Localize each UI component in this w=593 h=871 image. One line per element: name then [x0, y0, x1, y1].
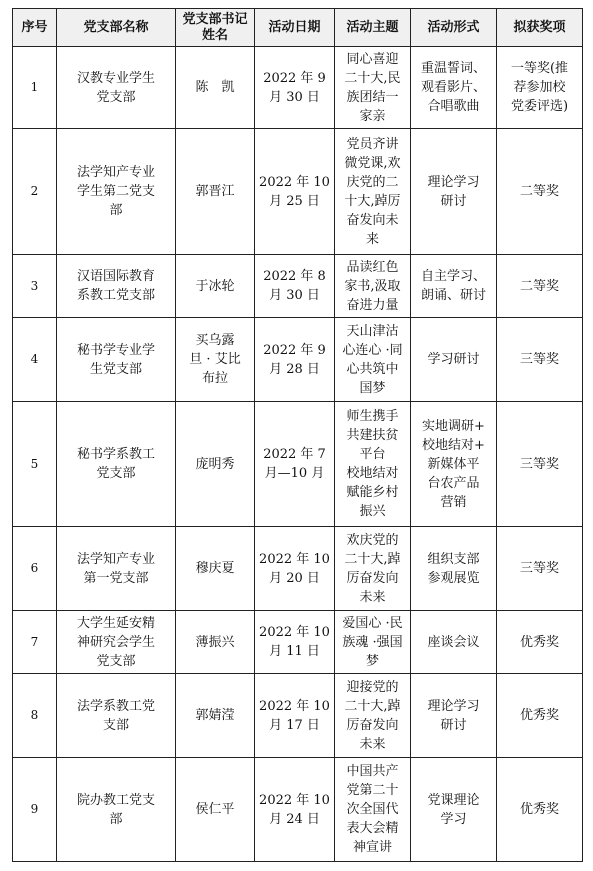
cell-number: 7 [13, 611, 57, 674]
cell-activity-theme: 天山津沽 心连心 ·同 心共筑中 国梦 [335, 318, 411, 402]
table-row [13, 758, 583, 862]
col-header-award: 拟获奖项 [497, 9, 583, 47]
cell-number: 4 [13, 318, 57, 402]
cell-secretary-name: 郭婧滢 [176, 674, 255, 758]
cell-secretary-name: 买乌露 旦 · 艾比 布拉 [176, 318, 255, 402]
cell-branch-name: 法学系教工党 支部 [57, 674, 176, 758]
col-header-branch-name: 党支部名称 [57, 9, 176, 47]
cell-activity-theme: 中国共产 党第二十 次全国代 表大会精 神宣讲 [335, 758, 411, 862]
cell-activity-date: 2022 年 9 月 28 日 [255, 318, 335, 402]
cell-award: 三等奖 [497, 527, 583, 611]
cell-branch-name: 汉语国际教育 系教工党支部 [57, 255, 176, 318]
cell-activity-form: 理论学习 研讨 [411, 674, 497, 758]
cell-branch-name: 秘书学专业学 生党支部 [57, 318, 176, 402]
cell-activity-date: 2022 年 10 月 17 日 [255, 674, 335, 758]
cell-activity-date: 2022 年 10 月 20 日 [255, 527, 335, 611]
cell-award: 优秀奖 [497, 611, 583, 674]
cell-activity-theme: 欢庆党的 二十大,踔 厉奋发向 未来 [335, 527, 411, 611]
cell-activity-form: 实地调研+ 校地结对+ 新媒体平 台农产品 营销 [411, 402, 497, 527]
award-table [12, 8, 583, 862]
cell-activity-theme: 党员齐讲 微党课,欢 庆党的二 十大,踔厉 奋发向未 来 [335, 129, 411, 255]
cell-number: 9 [13, 758, 57, 862]
cell-activity-theme: 迎接党的 二十大,踔 厉奋发向 未来 [335, 674, 411, 758]
cell-activity-date: 2022 年 10 月 11 日 [255, 611, 335, 674]
cell-award: 三等奖 [497, 402, 583, 527]
cell-branch-name: 汉教专业学生 党支部 [57, 47, 176, 129]
cell-activity-theme: 爱国心 ·民 族魂 ·强国 梦 [335, 611, 411, 674]
cell-branch-name: 法学知产专业 学生第二党支 部 [57, 129, 176, 255]
cell-secretary-name: 于冰轮 [176, 255, 255, 318]
cell-activity-form: 座谈会议 [411, 611, 497, 674]
cell-activity-theme: 师生携手 共建扶贫 平台 校地结对 赋能乡村 振兴 [335, 402, 411, 527]
cell-award: 二等奖 [497, 255, 583, 318]
cell-secretary-name: 薄振兴 [176, 611, 255, 674]
cell-activity-date: 2022 年 9 月 30 日 [255, 47, 335, 129]
cell-secretary-name: 陈 凯 [176, 47, 255, 129]
header-row [13, 9, 583, 47]
cell-activity-date: 2022 年 7 月—10 月 [255, 402, 335, 527]
cell-branch-name: 秘书学系教工 党支部 [57, 402, 176, 527]
cell-branch-name: 法学知产专业 第一党支部 [57, 527, 176, 611]
cell-award: 二等奖 [497, 129, 583, 255]
table-row [13, 255, 583, 318]
cell-branch-name: 大学生延安精 神研究会学生 党支部 [57, 611, 176, 674]
cell-number: 5 [13, 402, 57, 527]
cell-activity-date: 2022 年 8 月 30 日 [255, 255, 335, 318]
cell-activity-form: 重温誓词、 观看影片、 合唱歌曲 [411, 47, 497, 129]
cell-secretary-name: 侯仁平 [176, 758, 255, 862]
cell-secretary-name: 庞明秀 [176, 402, 255, 527]
cell-number: 2 [13, 129, 57, 255]
cell-award: 优秀奖 [497, 674, 583, 758]
cell-activity-date: 2022 年 10 月 24 日 [255, 758, 335, 862]
cell-activity-theme: 同心喜迎 二十大,民 族团结一 家亲 [335, 47, 411, 129]
cell-number: 6 [13, 527, 57, 611]
cell-branch-name: 院办教工党支 部 [57, 758, 176, 862]
table-row [13, 318, 583, 402]
cell-secretary-name: 郭晋江 [176, 129, 255, 255]
table-row [13, 527, 583, 611]
cell-activity-form: 理论学习 研讨 [411, 129, 497, 255]
col-header-activity-date: 活动日期 [255, 9, 335, 47]
col-header-secretary-name: 党支部书记姓名 [176, 9, 255, 47]
cell-activity-theme: 品读红色 家书,汲取 奋进力量 [335, 255, 411, 318]
col-header-activity-theme: 活动主题 [335, 9, 411, 47]
col-header-number: 序号 [13, 9, 57, 47]
cell-secretary-name: 穆庆夏 [176, 527, 255, 611]
cell-award: 一等奖(推 荐参加校 党委评选) [497, 47, 583, 129]
cell-number: 8 [13, 674, 57, 758]
table-row [13, 611, 583, 674]
cell-number: 1 [13, 47, 57, 129]
table-row [13, 674, 583, 758]
table-row [13, 129, 583, 255]
cell-activity-form: 组织支部 参观展览 [411, 527, 497, 611]
table-row [13, 47, 583, 129]
table-row [13, 402, 583, 527]
cell-activity-form: 自主学习、 朗诵、研讨 [411, 255, 497, 318]
cell-award: 三等奖 [497, 318, 583, 402]
cell-award: 优秀奖 [497, 758, 583, 862]
cell-activity-date: 2022 年 10 月 25 日 [255, 129, 335, 255]
col-header-activity-form: 活动形式 [411, 9, 497, 47]
cell-activity-form: 学习研讨 [411, 318, 497, 402]
cell-activity-form: 党课理论 学习 [411, 758, 497, 862]
cell-number: 3 [13, 255, 57, 318]
